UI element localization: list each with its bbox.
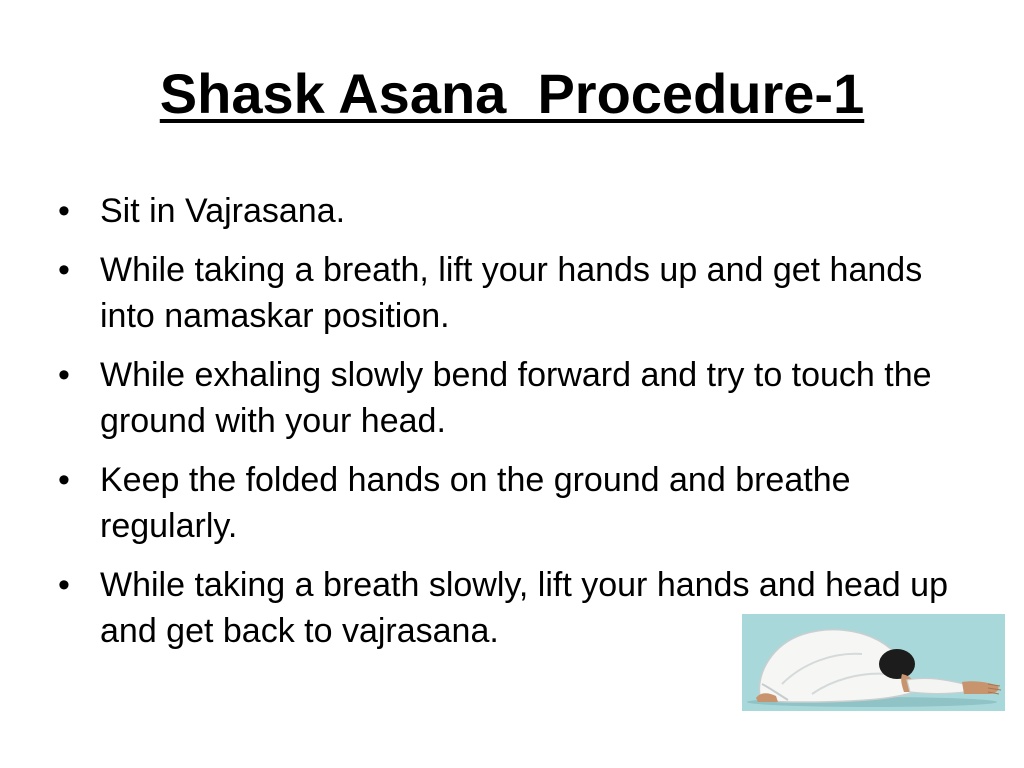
bullet-text: While exhaling slowly bend forward and try to touch the ground with your head. xyxy=(100,356,932,440)
bullet-item xyxy=(58,457,958,549)
bullet-icon: • xyxy=(58,356,70,394)
slide-title: Shask Asana Procedure-1 xyxy=(159,62,865,125)
bullet-text: Sit in Vajrasana. xyxy=(100,192,346,230)
bullet-item xyxy=(58,188,958,234)
asana-pose-image xyxy=(742,614,1005,711)
bullet-icon: • xyxy=(58,566,70,604)
bullet-icon: • xyxy=(58,192,70,230)
bullet-text: Keep the folded hands on the ground and breathe regularly. xyxy=(100,461,851,545)
bullet-icon: • xyxy=(58,461,70,499)
bullet-text: While taking a breath, lift your hands up and get hands into namaskar position. xyxy=(100,251,923,335)
bullet-item xyxy=(58,247,958,339)
bullet-text: While taking a breath slowly, lift your hands and head up and get back to vajrasana. xyxy=(100,566,948,650)
bullet-item xyxy=(58,352,958,444)
bullet-list xyxy=(58,188,958,667)
person-in-shashank-asana-pose-icon xyxy=(742,614,1005,711)
bullet-icon: • xyxy=(58,251,70,289)
